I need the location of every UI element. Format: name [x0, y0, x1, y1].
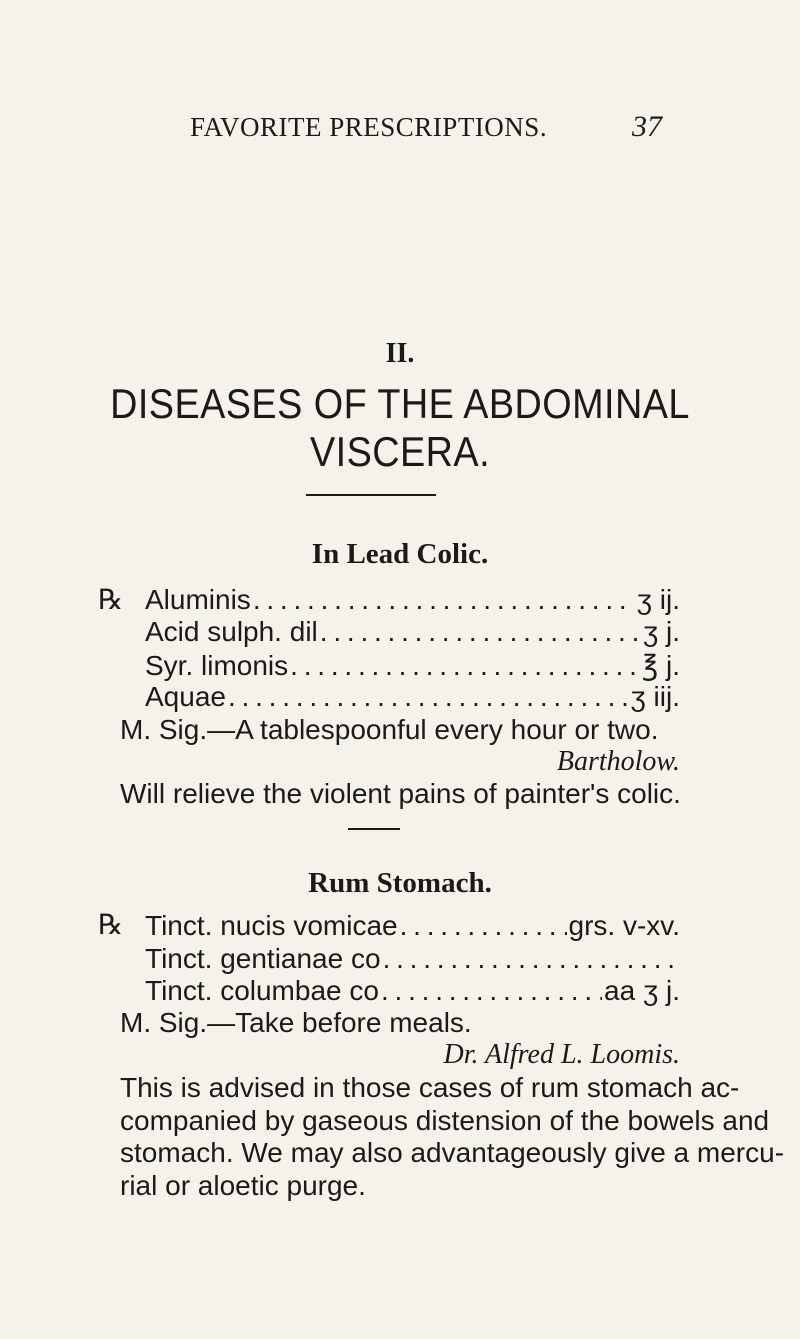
section-heading-lead-colic: In Lead Colic.: [311, 538, 489, 570]
ingredient-name: Aluminis: [145, 584, 251, 615]
ingredient-quantity: ʒ ij.: [636, 584, 680, 615]
paragraph-line: companied by gaseous distension of the bowels and: [120, 1104, 770, 1136]
chapter-number: II.: [385, 338, 415, 369]
attribution: Dr. Alfred L. Loomis.: [443, 1039, 680, 1070]
attribution: Bartholow.: [556, 746, 680, 777]
ingredient-name: Syr. limonis: [145, 650, 289, 681]
ingredient-row: [145, 584, 680, 616]
ingredient-row: [145, 681, 680, 713]
dot-leader: [381, 975, 602, 1007]
ingredient-quantity: ʒ j.: [642, 616, 680, 647]
ingredient-name: Tinct. gentianae co: [145, 943, 381, 974]
ingredient-name: Aquae: [145, 681, 226, 712]
ingredient-row: [145, 616, 680, 648]
directions-text: M. Sig.—A tablespoonful every hour or two.: [120, 714, 659, 745]
ingredient-quantity: ʒ iij.: [630, 681, 680, 712]
section-divider-rule: [306, 494, 436, 496]
rx-symbol: ℞: [98, 585, 124, 616]
section-heading-rum-stomach: Rum Stomach.: [308, 867, 492, 899]
ingredient-name: Tinct. nucis vomicae: [145, 910, 398, 941]
rx-symbol: ℞: [98, 910, 124, 941]
ingredient-quantity: ℥ j.: [642, 650, 680, 681]
note-text: Will relieve the violent pains of painter's colic.: [120, 778, 681, 809]
ingredient-quantity: aa ʒ j.: [604, 975, 680, 1006]
ingredient-name: Tinct. columbae co: [145, 975, 379, 1006]
ingredient-row: [145, 910, 680, 942]
dot-leader: [228, 681, 629, 713]
dot-leader: [320, 616, 641, 648]
directions-text: M. Sig.—Take before meals.: [120, 1007, 472, 1038]
ingredient-name: Acid sulph. dil: [145, 616, 318, 647]
running-head-title: FAVORITE PRESCRIPTIONS.: [190, 112, 548, 142]
ingredient-row: [145, 975, 680, 1007]
note-paragraph: [120, 1072, 785, 1202]
dot-leader: [400, 910, 567, 942]
dot-leader: [290, 650, 640, 682]
ingredient-quantity: grs. v-xv.: [568, 910, 680, 941]
ingredient-row: [145, 943, 680, 975]
paragraph-line: This is advised in those cases of rum stomach ac-: [120, 1072, 740, 1103]
chapter-title: DISEASES OF THE ABDOMINAL VISCERA.: [110, 380, 690, 475]
section-divider-rule: [348, 828, 400, 830]
dot-leader: [253, 584, 635, 616]
dot-leader: [383, 943, 678, 975]
ingredient-row: [145, 649, 680, 682]
page-number: 37: [632, 110, 662, 143]
paragraph-line: rial or aloetic purge.: [120, 1169, 366, 1201]
paragraph-line: stomach. We may also advantageously give a mercu-: [120, 1137, 785, 1168]
